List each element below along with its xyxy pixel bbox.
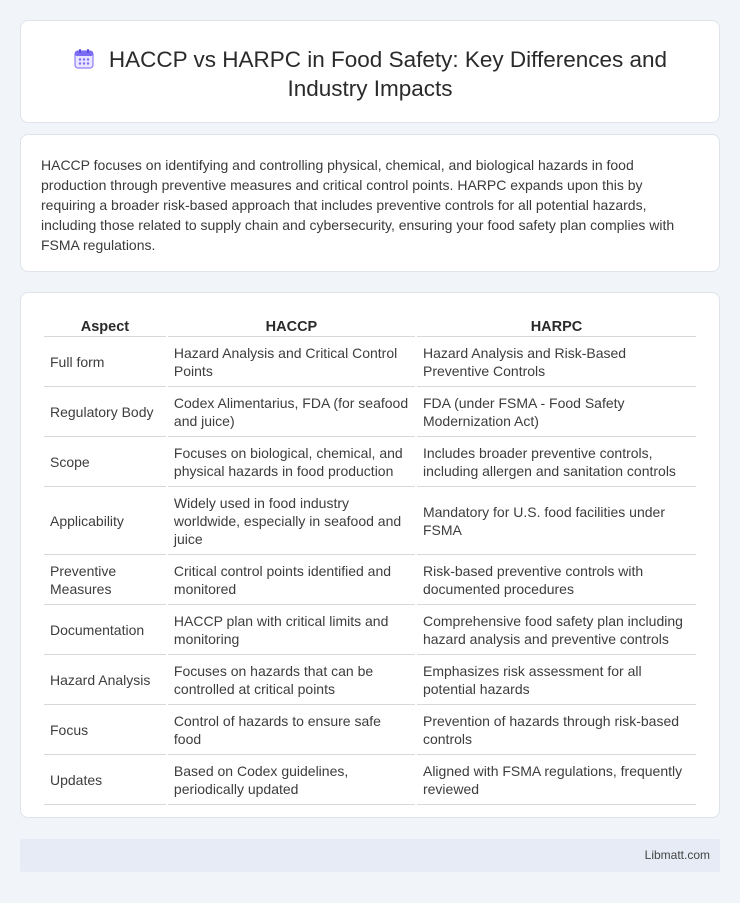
header-aspect: Aspect	[44, 315, 166, 337]
title-card	[20, 20, 720, 123]
cell-aspect: Preventive Measures	[44, 555, 166, 605]
cell-harpc: Comprehensive food safety plan including hazard analysis and preventive controls	[417, 605, 696, 655]
table-row	[44, 755, 696, 805]
intro-paragraph: HACCP focuses on identifying and controlling physical, chemical, and biological hazards in food production through preventive measures and critical control points. HARPC expands upon this by requiring a broader risk-based approach that includes preventive controls for all potential hazards, including those related to supply chain and cybersecurity, ensuring your food safety plan complies with FSMA regulations.	[41, 157, 675, 253]
cell-aspect: Scope	[44, 437, 166, 487]
cell-aspect: Updates	[44, 755, 166, 805]
cell-aspect: Documentation	[44, 605, 166, 655]
cell-harpc: Prevention of hazards through risk-based controls	[417, 705, 696, 755]
cell-harpc: FDA (under FSMA - Food Safety Modernization Act)	[417, 387, 696, 437]
page-title: HACCP vs HARPC in Food Safety: Key Differences and Industry Impacts	[108, 47, 668, 101]
cell-harpc: Mandatory for U.S. food facilities under FSMA	[417, 487, 696, 555]
footer-bar	[20, 839, 720, 872]
cell-aspect: Regulatory Body	[44, 387, 166, 437]
intro-card	[20, 134, 720, 272]
cell-haccp: Critical control points identified and monitored	[168, 555, 415, 605]
cell-haccp: Control of hazards to ensure safe food	[168, 705, 415, 755]
cell-harpc: Includes broader preventive controls, including allergen and sanitation controls	[417, 437, 696, 487]
table-row	[44, 387, 696, 437]
cell-aspect: Applicability	[44, 487, 166, 555]
table-row	[44, 655, 696, 705]
table-row	[44, 605, 696, 655]
comparison-table	[42, 315, 698, 805]
table-header-row	[44, 315, 696, 337]
cell-haccp: HACCP plan with critical limits and monitoring	[168, 605, 415, 655]
calendar-icon	[73, 48, 95, 70]
cell-haccp: Hazard Analysis and Critical Control Points	[168, 337, 415, 387]
cell-harpc: Aligned with FSMA regulations, frequently reviewed	[417, 755, 696, 805]
cell-aspect: Focus	[44, 705, 166, 755]
cell-haccp: Focuses on biological, chemical, and physical hazards in food production	[168, 437, 415, 487]
cell-haccp: Codex Alimentarius, FDA (for seafood and juice)	[168, 387, 415, 437]
page-title-wrap	[21, 45, 719, 103]
cell-aspect: Full form	[44, 337, 166, 387]
cell-harpc: Risk-based preventive controls with documented procedures	[417, 555, 696, 605]
cell-harpc: Emphasizes risk assessment for all potential hazards	[417, 655, 696, 705]
table-row	[44, 705, 696, 755]
cell-haccp: Based on Codex guidelines, periodically updated	[168, 755, 415, 805]
header-harpc: HARPC	[417, 315, 696, 337]
table-row	[44, 555, 696, 605]
cell-harpc: Hazard Analysis and Risk-Based Preventive Controls	[417, 337, 696, 387]
comparison-table-card	[20, 292, 720, 818]
header-haccp: HACCP	[168, 315, 415, 337]
cell-haccp: Focuses on hazards that can be controlled at critical points	[168, 655, 415, 705]
cell-haccp: Widely used in food industry worldwide, especially in seafood and juice	[168, 487, 415, 555]
table-row	[44, 437, 696, 487]
table-row	[44, 487, 696, 555]
cell-aspect: Hazard Analysis	[44, 655, 166, 705]
footer-brand-link[interactable]: Libmatt.com	[644, 848, 710, 862]
table-row	[44, 337, 696, 387]
